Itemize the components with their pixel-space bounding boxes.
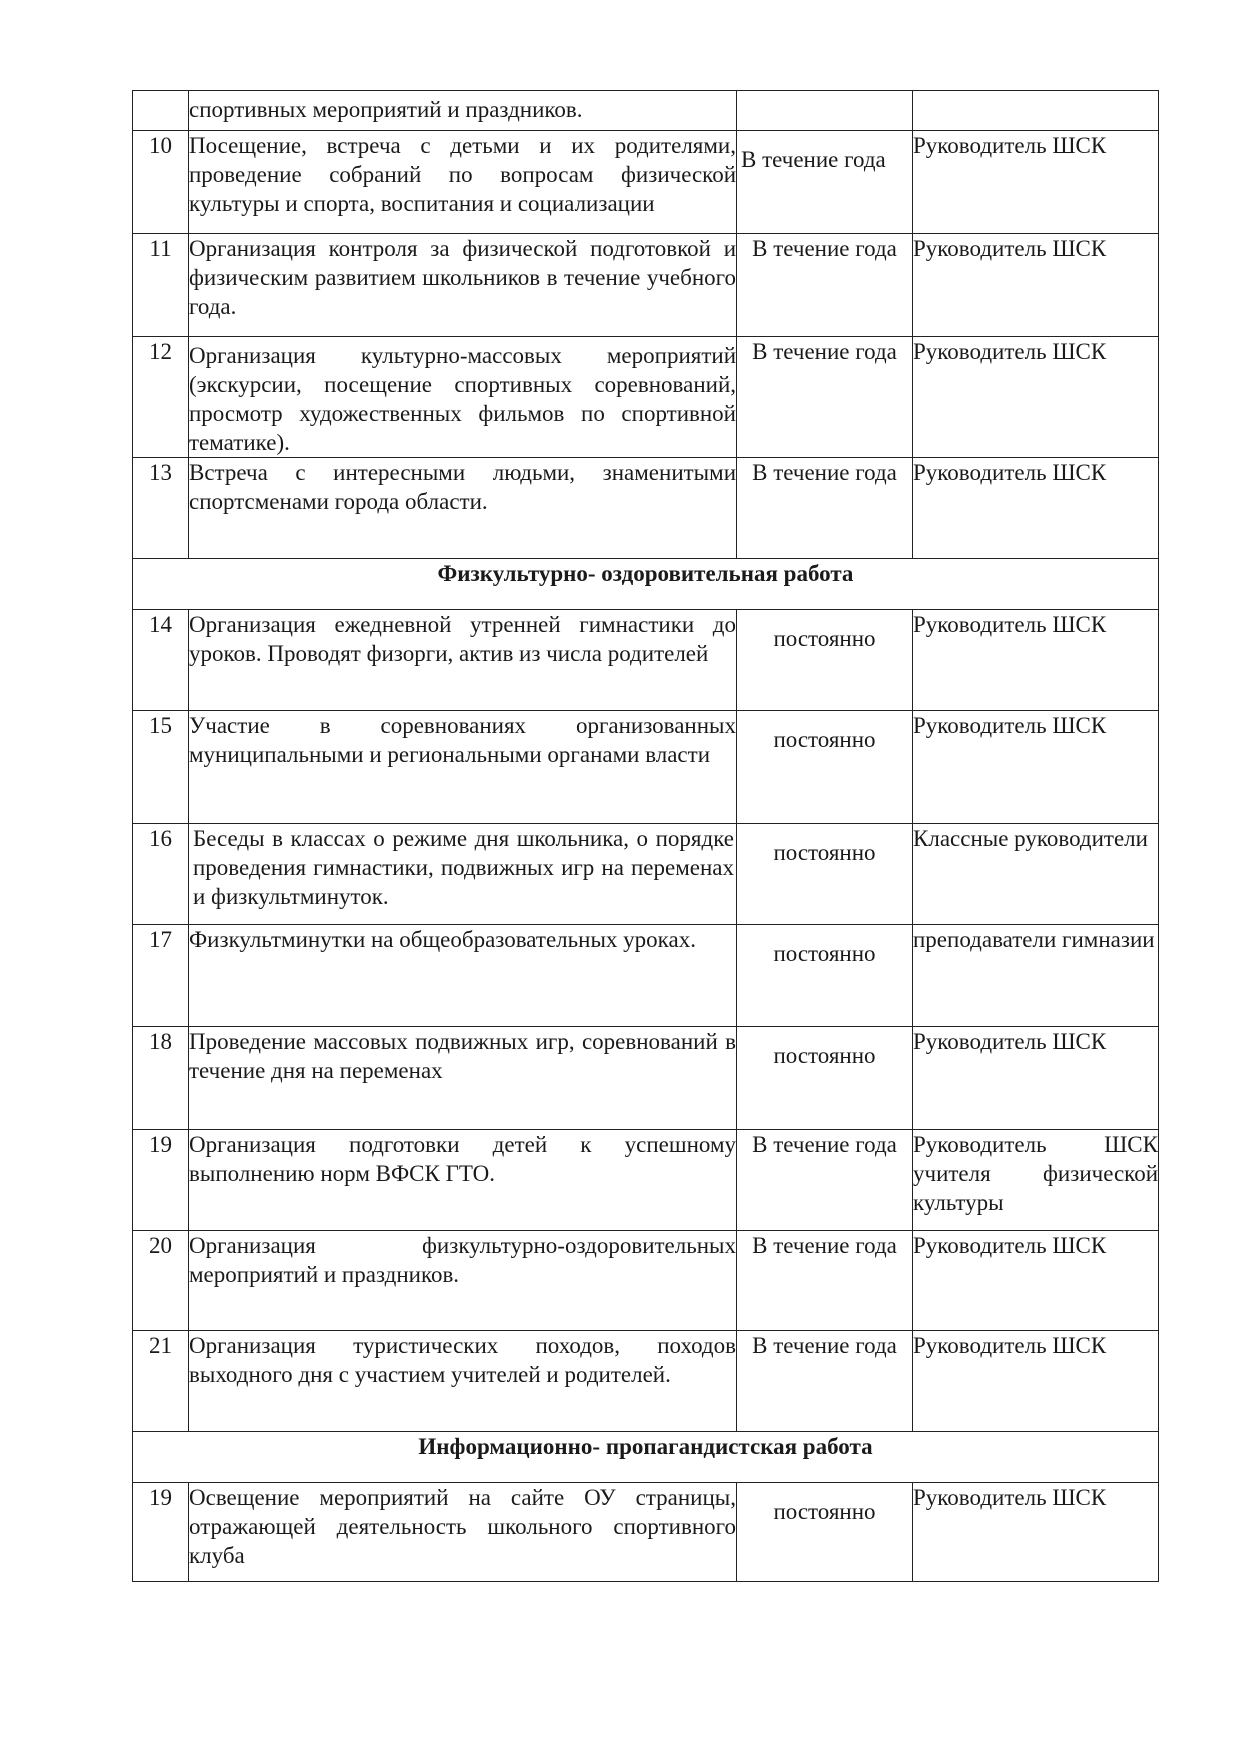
table-row bbox=[133, 337, 1159, 458]
responsible-cell: Руководитель ШСК bbox=[913, 337, 1159, 458]
section-heading-information: Информационно- пропагандистская работа bbox=[133, 1432, 1159, 1483]
term-cell: В течение года bbox=[737, 458, 913, 559]
table-row bbox=[133, 610, 1159, 711]
responsible-cell: Руководитель ШСК bbox=[913, 1027, 1159, 1130]
row-number bbox=[133, 91, 189, 131]
term-cell: В течение года bbox=[737, 1331, 913, 1432]
term-cell: постоянно bbox=[737, 1483, 913, 1582]
row-number: 11 bbox=[133, 234, 189, 337]
activity-cell: Организация подготовки детей к успешному выполнению норм ВФСК ГТО. bbox=[189, 1130, 737, 1231]
activity-cell: Участие в соревнованиях организованных муниципальными и региональными органами власти bbox=[189, 711, 737, 824]
responsible-cell: Руководитель ШСК bbox=[913, 610, 1159, 711]
term-cell: В течение года bbox=[737, 131, 913, 234]
row-number: 21 bbox=[133, 1331, 189, 1432]
activity-cell: Организация культурно-массовых мероприятий (экскурсии, посещение спортивных соревнований, просмотр художественных фильмов по спортивной тематике). bbox=[189, 337, 737, 458]
row-number: 19 bbox=[133, 1483, 189, 1582]
activity-cell: Организация физкультурно-оздоровительных мероприятий и праздников. bbox=[189, 1231, 737, 1331]
row-number: 14 bbox=[133, 610, 189, 711]
term-cell: постоянно bbox=[737, 925, 913, 1027]
responsible-cell: преподаватели гимназии bbox=[913, 925, 1159, 1027]
activity-cell: Организация туристических походов, походов выходного дня с участием учителей и родителей. bbox=[189, 1331, 737, 1432]
activity-cell: Организация контроля за физической подготовкой и физическим развитием школьников в течение учебного года. bbox=[189, 234, 737, 337]
table-row bbox=[133, 824, 1159, 925]
table-row bbox=[133, 711, 1159, 824]
responsible-cell: Руководитель ШСК bbox=[913, 1231, 1159, 1331]
term-cell: постоянно bbox=[737, 711, 913, 824]
row-number: 17 bbox=[133, 925, 189, 1027]
term-cell: постоянно bbox=[737, 824, 913, 925]
table-row bbox=[133, 1483, 1159, 1582]
responsible-cell: Руководитель ШСК учителя физической культуры bbox=[913, 1130, 1159, 1231]
row-number: 10 bbox=[133, 131, 189, 234]
responsible-cell: Руководитель ШСК bbox=[913, 131, 1159, 234]
table-row bbox=[133, 925, 1159, 1027]
table-row bbox=[133, 1231, 1159, 1331]
table-row bbox=[133, 234, 1159, 337]
activities-table bbox=[132, 90, 1159, 1582]
activity-cell: Физкультминутки на общеобразовательных уроках. bbox=[189, 925, 737, 1027]
row-number: 12 bbox=[133, 337, 189, 458]
activity-cell: Освещение мероприятий на сайте ОУ страницы, отражающей деятельность школьного спортивного клуба bbox=[189, 1483, 737, 1582]
responsible-cell: Руководитель ШСК bbox=[913, 1483, 1159, 1582]
section-row bbox=[133, 1432, 1159, 1483]
table-row bbox=[133, 91, 1159, 131]
table-row bbox=[133, 1331, 1159, 1432]
section-row bbox=[133, 559, 1159, 610]
row-number: 16 bbox=[133, 824, 189, 925]
activity-cell: спортивных мероприятий и праздников. bbox=[189, 91, 737, 131]
row-number: 13 bbox=[133, 458, 189, 559]
responsible-cell: Руководитель ШСК bbox=[913, 458, 1159, 559]
responsible-cell: Руководитель ШСК bbox=[913, 711, 1159, 824]
activity-cell: Организация ежедневной утренней гимнастики до уроков. Проводят физорги, актив из числа родителей bbox=[189, 610, 737, 711]
activity-cell: Посещение, встреча с детьми и их родителями, проведение собраний по вопросам физической культуры и спорта, воспитания и социализации bbox=[189, 131, 737, 234]
term-cell: В течение года bbox=[737, 1130, 913, 1231]
term-cell: В течение года bbox=[737, 337, 913, 458]
section-heading-health: Физкультурно- оздоровительная работа bbox=[133, 559, 1159, 610]
responsible-cell bbox=[913, 91, 1159, 131]
term-cell: постоянно bbox=[737, 610, 913, 711]
term-cell: постоянно bbox=[737, 1027, 913, 1130]
row-number: 18 bbox=[133, 1027, 189, 1130]
activity-cell: Встреча с интересными людьми, знаменитыми спортсменами города области. bbox=[189, 458, 737, 559]
table-row bbox=[133, 1130, 1159, 1231]
table-row bbox=[133, 1027, 1159, 1130]
table-row bbox=[133, 131, 1159, 234]
responsible-cell: Руководитель ШСК bbox=[913, 234, 1159, 337]
responsible-cell: Классные руководители bbox=[913, 824, 1159, 925]
row-number: 19 bbox=[133, 1130, 189, 1231]
term-cell: В течение года bbox=[737, 234, 913, 337]
activity-cell: Беседы в классах о режиме дня школьника, о порядке проведения гимнастики, подвижных игр на переменах и физкультминуток. bbox=[189, 824, 737, 925]
term-cell bbox=[737, 91, 913, 131]
activity-cell: Проведение массовых подвижных игр, соревнований в течение дня на переменах bbox=[189, 1027, 737, 1130]
row-number: 20 bbox=[133, 1231, 189, 1331]
term-cell: В течение года bbox=[737, 1231, 913, 1331]
row-number: 15 bbox=[133, 711, 189, 824]
table-row bbox=[133, 458, 1159, 559]
responsible-cell: Руководитель ШСК bbox=[913, 1331, 1159, 1432]
